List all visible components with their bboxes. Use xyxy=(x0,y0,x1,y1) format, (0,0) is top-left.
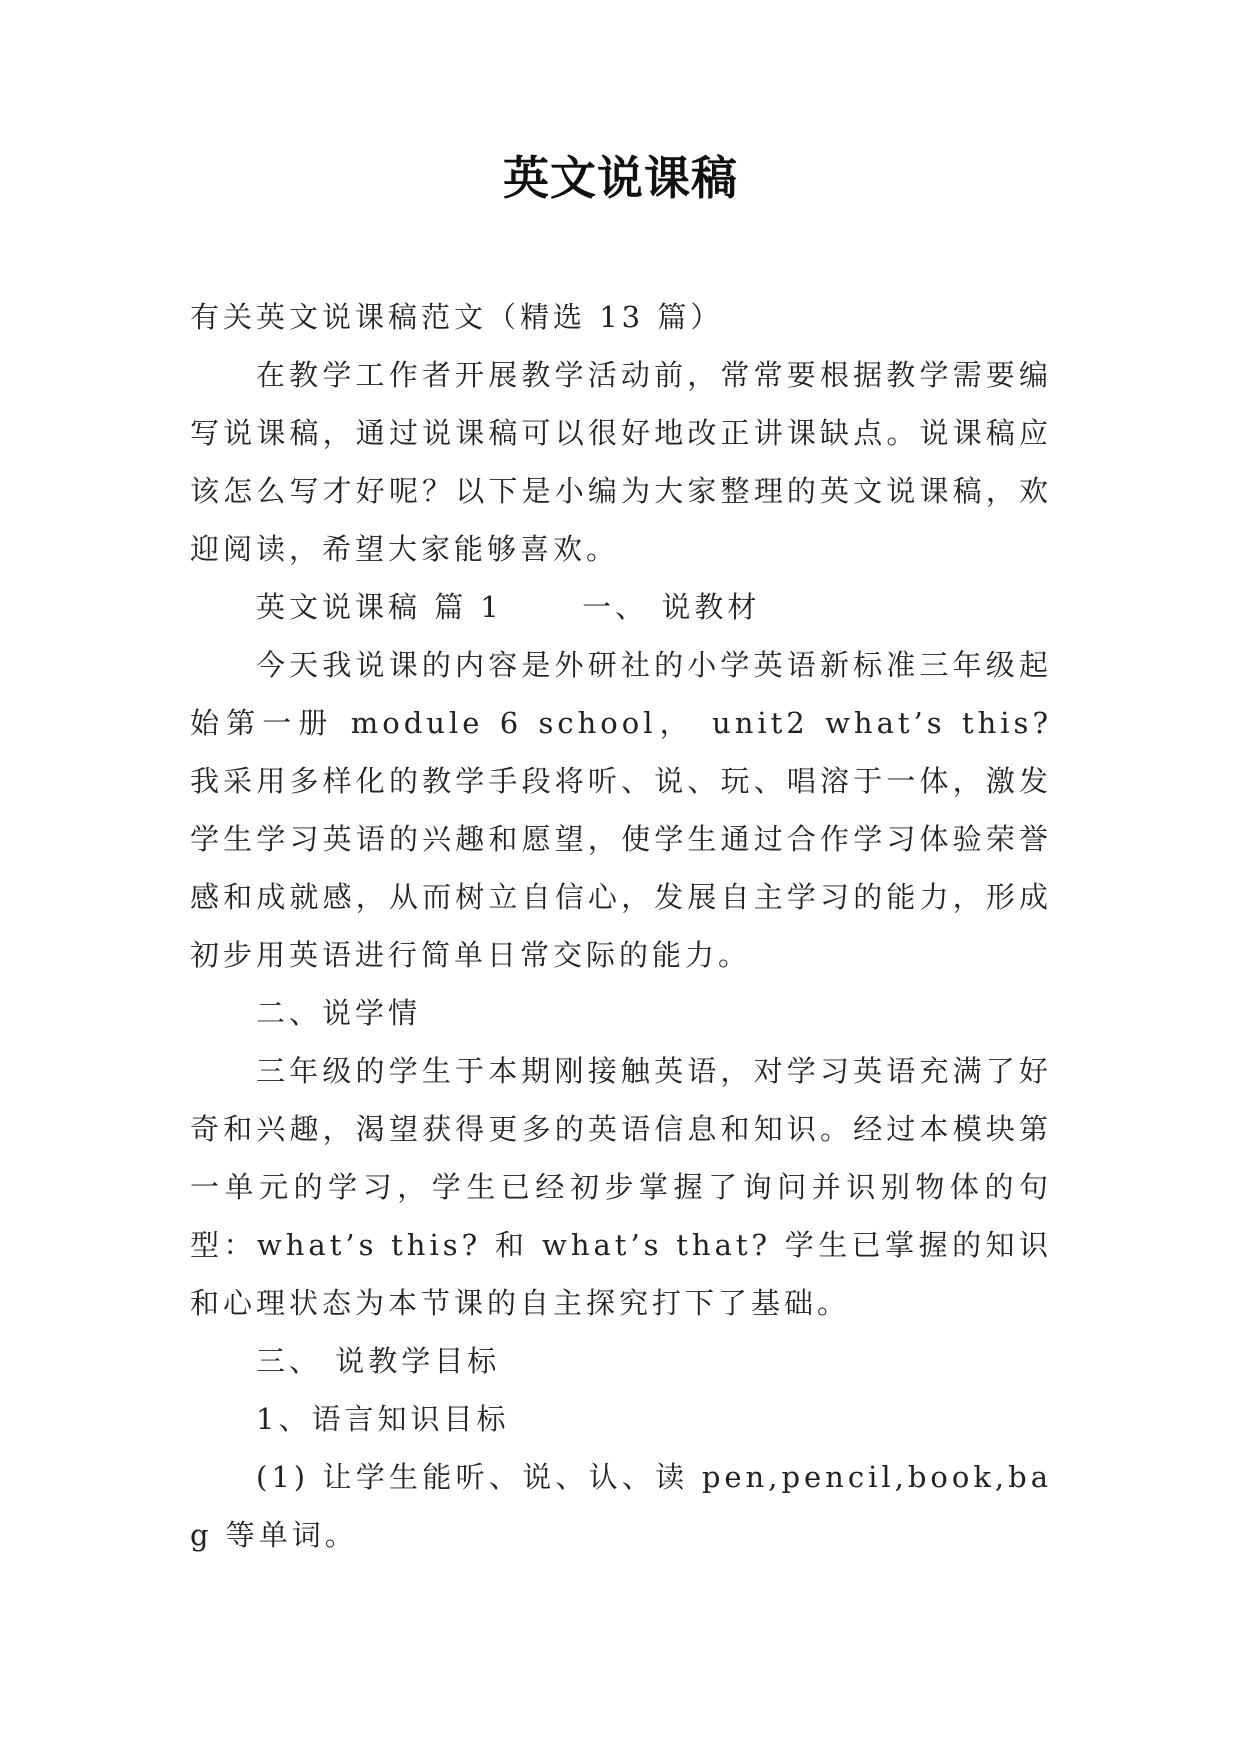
document-body xyxy=(190,288,1052,1564)
paragraph-learners: 三年级的学生于本期刚接触英语，对学习英语充满了好奇和兴趣，渴望获得更多的英语信息和知识。经过本模块第一单元的学习，学生已经初步掌握了询问并识别物体的句型：what’s this? 和 what’s that? 学生已掌握的知识和心理状态为本节课的自主探究打下了基础。 xyxy=(190,1054,1052,1320)
section-heading-learners: 二、说学情 xyxy=(256,996,422,1030)
paragraph-textbook: 今天我说课的内容是外研社的小学英语新标准三年级起始第一册 module 6 school， unit2 what’s this? 我采用多样化的教学手段将听、说、玩、唱溶于一体，激发学生学习英语的兴趣和愿望，使学生通过合作学习体验荣誉感和成就感，从而树立自信心，发展自主学习的能力，形成初步用英语进行简单日常交际的能力。 xyxy=(190,648,1052,972)
section-heading-goals: 三、 说教学目标 xyxy=(256,1344,501,1378)
intro-line: 有关英文说课稿范文（精选 13 篇） xyxy=(190,300,724,334)
list-item-goal-1: (1) 让学生能听、说、认、读 pen,pencil,book,bag 等单词。 xyxy=(190,1460,1052,1552)
document-title: 英文说课稿 xyxy=(503,151,738,205)
subheading-language-goals: 1、语言知识目标 xyxy=(256,1402,510,1436)
paragraph-preface: 在教学工作者开展教学活动前，常常要根据教学需要编写说课稿，通过说课稿可以很好地改正讲课缺点。说课稿应该怎么写才好呢？以下是小编为大家整理的英文说课稿，欢迎阅读，希望大家能够喜欢。 xyxy=(190,358,1052,566)
section-heading-part1: 英文说课稿 篇 1 一、 说教材 xyxy=(256,590,761,624)
